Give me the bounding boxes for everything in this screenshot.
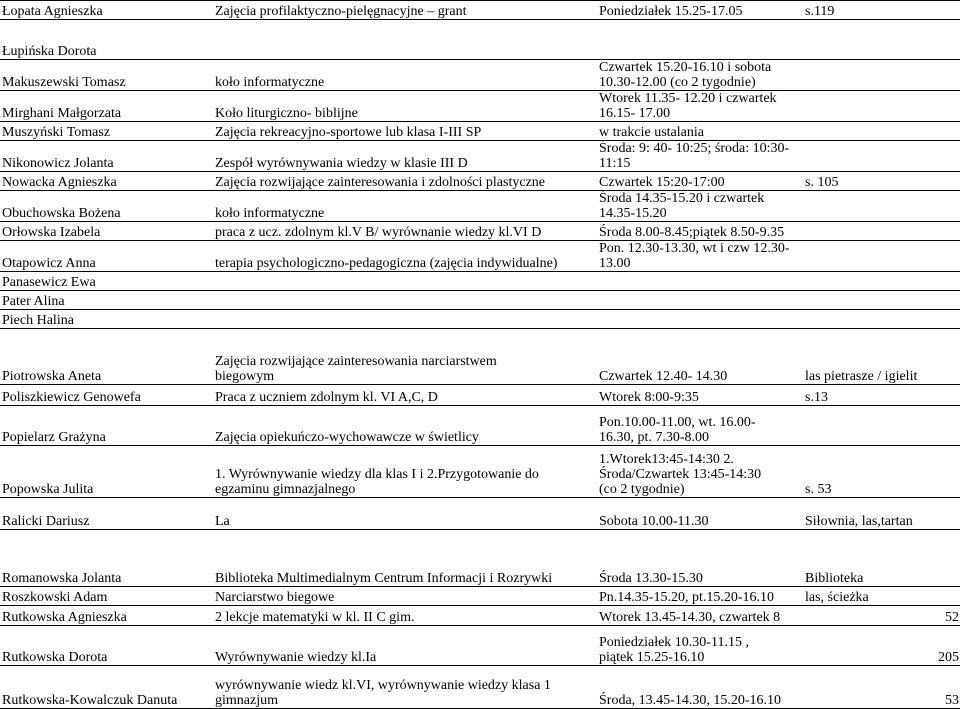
table-row <box>0 222 960 241</box>
room-cell: 52 <box>945 610 959 625</box>
teacher-name-cell: Nikonowicz Jolanta <box>2 156 114 171</box>
teacher-name-cell: Makuszewski Tomasz <box>2 75 126 90</box>
room-cell: Biblioteka <box>805 571 864 586</box>
room-cell: s. 105 <box>805 175 839 190</box>
activity-cell <box>213 310 597 329</box>
teacher-name-cell: Otapowicz Anna <box>2 256 96 271</box>
activity-cell: Zespół wyrównywania wiedzy w klasie III D <box>215 156 468 171</box>
activity-cell: Zajęcia profilaktyczno-pielęgnacyjne – grant <box>215 4 467 19</box>
schedule-time-cell: Poniedziałek 15.25-17.05 <box>599 4 743 19</box>
room-cell: 205 <box>938 650 959 665</box>
table-row <box>0 91 960 122</box>
activity-cell: Narciarstwo biegowe <box>215 590 335 605</box>
schedule-time-cell: Czwartek 15.20-16.10 i sobota 10.30-12.00 (co 2 tygodnie) <box>599 60 772 90</box>
teacher-name-cell: Roszkowski Adam <box>2 590 108 605</box>
activity-cell: Wyrównywanie wiedzy kl.Ia <box>215 650 377 665</box>
activity-cell: Zajęcia rozwijające zainteresowania i zdolności plastyczne <box>215 175 545 190</box>
table-row <box>0 172 960 191</box>
room-cell <box>803 141 960 172</box>
schedule-time-cell: Wtorek 11.35- 12.20 i czwartek 16.15- 17.00 <box>599 91 777 121</box>
room-cell <box>803 191 960 222</box>
teacher-name-cell: Łupińska Dorota <box>2 44 97 59</box>
schedule-time-cell: 1.Wtorek13:45-14:30 2. Środa/Czwartek 13:45-14:30 (co 2 tygodnie) <box>599 452 762 497</box>
table-row <box>0 60 960 91</box>
schedule-time-cell: Środa 14.35-15.20 i czwartek 14.35-15.20 <box>599 191 765 221</box>
room-cell <box>803 222 960 241</box>
room-cell: s. 53 <box>805 482 832 497</box>
room-cell <box>803 291 960 310</box>
teacher-name-cell: Rutkowska-Kowalczuk Danuta <box>2 693 178 708</box>
teacher-name-cell: Panasewicz Ewa <box>2 275 96 290</box>
schedule-time-cell: Wtorek 13.45-14.30, czwartek 8 <box>599 610 781 625</box>
table-row <box>0 446 960 498</box>
schedule-time-cell: Pn.14.35-15.20, pt.15.20-16.10 <box>599 590 774 605</box>
table-row <box>0 666 960 709</box>
schedule-time-cell: Pon. 12.30-13.30, wt i czw 12.30-13.00 <box>599 241 790 271</box>
table-row <box>0 626 960 666</box>
table-row <box>0 385 960 406</box>
room-cell <box>803 310 960 329</box>
schedule-time-cell: Środa, 13.45-14.30, 15.20-16.10 <box>599 693 781 708</box>
room-cell: s.13 <box>805 390 828 405</box>
teacher-name-cell: Piech Halina <box>2 313 74 328</box>
room-cell <box>803 20 960 60</box>
teacher-name-cell: Nowacka Agnieszka <box>2 175 117 190</box>
activity-cell: Zajęcia rekreacyjno-sportowe lub klasa I-III SP <box>215 125 482 140</box>
table-row <box>0 587 960 606</box>
schedule-time-cell: Środa 8.00-8.45;piątek 8.50-9.35 <box>599 225 785 240</box>
room-cell <box>803 241 960 272</box>
activity-cell: terapia psychologiczno-pedagogiczna (zajęcia indywidualne) <box>215 256 558 271</box>
schedule-time-cell <box>597 20 803 60</box>
schedule-time-cell: w trakcie ustalania <box>599 125 704 140</box>
teacher-name-cell: Rutkowska Agnieszka <box>2 610 127 625</box>
teacher-name-cell: Łopata Agnieszka <box>2 4 103 19</box>
schedule-time-cell: Poniedziałek 10.30-11.15 , piątek 15.25-16.10 <box>599 635 749 665</box>
table-row <box>0 1 960 20</box>
room-cell: 53 <box>945 693 959 708</box>
room-cell <box>803 122 960 141</box>
teacher-name-cell: Orłowska Izabela <box>2 225 101 240</box>
activity-cell: koło informatyczne <box>215 206 325 221</box>
activity-cell <box>213 20 597 60</box>
activity-cell: Koło liturgiczno- biblijne <box>215 106 358 121</box>
table-row <box>0 141 960 172</box>
schedule-time-cell <box>597 291 803 310</box>
schedule-time-cell: Czwartek 12.40- 14.30 <box>599 369 728 384</box>
teacher-name-cell: Poliszkiewicz Genowefa <box>2 390 141 405</box>
schedule-time-cell <box>597 310 803 329</box>
room-cell <box>803 60 960 91</box>
table-row <box>0 191 960 222</box>
table-row <box>0 498 960 530</box>
table-row <box>0 272 960 291</box>
schedule-time-cell: Środa: 9: 40- 10:25; środa: 10:30- 11:15 <box>599 141 790 171</box>
teacher-name-cell: Rutkowska Dorota <box>2 650 108 665</box>
schedule-body <box>0 1 960 709</box>
activity-cell: 2 lekcje matematyki w kl. II C gim. <box>215 610 415 625</box>
schedule-time-cell: Pon.10.00-11.00, wt. 16.00- 16.30, pt. 7.30-8.00 <box>599 415 756 445</box>
teacher-name-cell: Ralicki Dariusz <box>2 514 90 529</box>
activity-cell: praca z ucz. zdolnym kl.V B/ wyrównanie wiedzy kl.VI D <box>215 225 542 240</box>
teacher-name-cell: Popowska Julita <box>2 482 94 497</box>
schedule-time-cell: Sobota 10.00-11.30 <box>599 514 709 529</box>
table-row <box>0 406 960 446</box>
room-cell: s.119 <box>805 4 835 19</box>
teacher-name-cell: Obuchowska Bożena <box>2 206 121 221</box>
table-row <box>0 530 960 587</box>
table-row <box>0 606 960 626</box>
schedule-time-cell: Środa 13.30-15.30 <box>599 571 703 586</box>
activity-cell: Zajęcia opiekuńczo-wychowawcze w świetlicy <box>215 430 479 445</box>
table-row <box>0 20 960 60</box>
schedule-time-cell: Czwartek 15:20-17:00 <box>599 175 725 190</box>
teacher-name-cell: Romanowska Jolanta <box>2 571 122 586</box>
schedule-time-cell: Wtorek 8:00-9:35 <box>599 390 699 405</box>
table-row <box>0 291 960 310</box>
activity-cell: wyrównywanie wiedz kl.VI, wyrównywanie wiedzy klasa 1 gimnazjum <box>215 678 551 708</box>
activity-cell: koło informatyczne <box>215 75 325 90</box>
room-cell <box>803 406 960 446</box>
activity-cell <box>213 272 597 291</box>
teacher-name-cell: Popielarz Grażyna <box>2 430 106 445</box>
activity-cell: Zajęcia rozwijające zainteresowania narciarstwem biegowym <box>215 354 497 384</box>
activity-cell: Praca z uczniem zdolnym kl. VI A,C, D <box>215 390 438 405</box>
activity-cell: Biblioteka Multimedialnym Centrum Informacji i Rozrywki <box>215 571 553 586</box>
activity-cell: 1. Wyrównywanie wiedzy dla klas I i 2.Przygotowanie do egzaminu gimnazjalnego <box>215 467 539 497</box>
teacher-name-cell: Piotrowska Aneta <box>2 369 102 384</box>
room-cell: las, ścieżka <box>805 590 869 605</box>
table-row <box>0 310 960 329</box>
teacher-name-cell: Pater Alina <box>2 294 65 309</box>
teacher-name-cell: Muszyński Tomasz <box>2 125 111 140</box>
table-row <box>0 329 960 385</box>
teacher-name-cell: Mirghani Małgorzata <box>2 106 122 121</box>
table-row <box>0 122 960 141</box>
room-cell <box>803 272 960 291</box>
activity-cell <box>213 291 597 310</box>
activity-cell: La <box>215 514 230 529</box>
schedule-time-cell <box>597 272 803 291</box>
room-cell: las pietrasze / igielit <box>805 369 918 384</box>
table-row <box>0 241 960 272</box>
room-cell: Siłownia, las,tartan <box>805 514 913 529</box>
room-cell <box>803 91 960 122</box>
